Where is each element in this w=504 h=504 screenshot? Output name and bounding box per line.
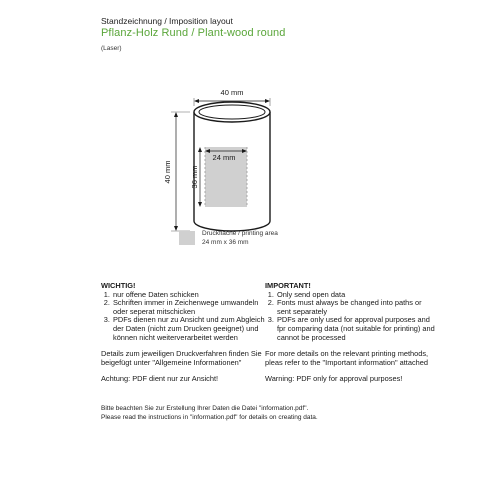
german-notes [101,282,271,384]
layout-subtitle: Standzeichnung / Imposition layout [101,16,233,26]
german-warning: Achtung: PDF dient nur zur Ansicht! [101,374,219,384]
height-arrow-top [174,112,178,117]
german-list [101,291,271,343]
print-area-legend [202,230,278,247]
print-width-label: 24 mm [212,153,236,162]
english-heading: IMPORTANT! [265,281,311,290]
english-item: 2. Fonts must always be changed into paths or sent separately [276,299,435,316]
print-height-label: 36 mm [190,165,199,189]
product-title: Pflanz-Holz Rund / Plant-wood round [101,27,286,39]
print-method: (Laser) [101,45,122,52]
print-area-swatch [179,231,195,245]
footer-german: Bitte beachten Sie zur Erstellung Ihrer Daten die Datei "information.pdf". [101,405,309,412]
width-arrow-left [194,99,199,103]
width-label: 40 mm [220,88,244,97]
footer-note [101,405,318,422]
english-notes [265,282,435,384]
legend-size: 24 mm x 36 mm [202,238,249,246]
german-item: 1. nur offene Daten schicken [112,291,271,300]
height-label: 40 mm [163,160,172,184]
english-warning: Warning: PDF only for approval purposes! [265,374,403,384]
german-item: 3. PDFs dienen nur zu Ansicht und zum Abgleich der Daten (nicht zum Drucken geeignet) und können nicht weiterverarbeitet werden [112,316,271,342]
english-list [265,291,435,343]
english-item: 1. Only send open data [276,291,435,300]
width-arrow-right [265,99,270,103]
height-arrow-bottom [174,226,178,231]
german-item: 2. Schriften immer in Zeichenwege umwandeln oder seperat mitschicken [112,299,271,316]
german-heading: WICHTIG! [101,281,136,290]
english-item: 3. PDFs are only used for approval purposes and fpr comparing data (not suitable for printing) and cannot be processed [276,316,435,342]
english-details: For more details on the relevant printing methods, pleas refer to the "Important information" attached [265,349,429,367]
german-details: Details zum jeweiligen Druckverfahren finden Sie beigefügt unter "Allgemeine Informationen" [101,349,262,367]
legend-title: Druckfläche / printing area [202,230,278,237]
footer-english: Please read the instructions in "information.pdf" for details on creating data. [101,413,318,421]
